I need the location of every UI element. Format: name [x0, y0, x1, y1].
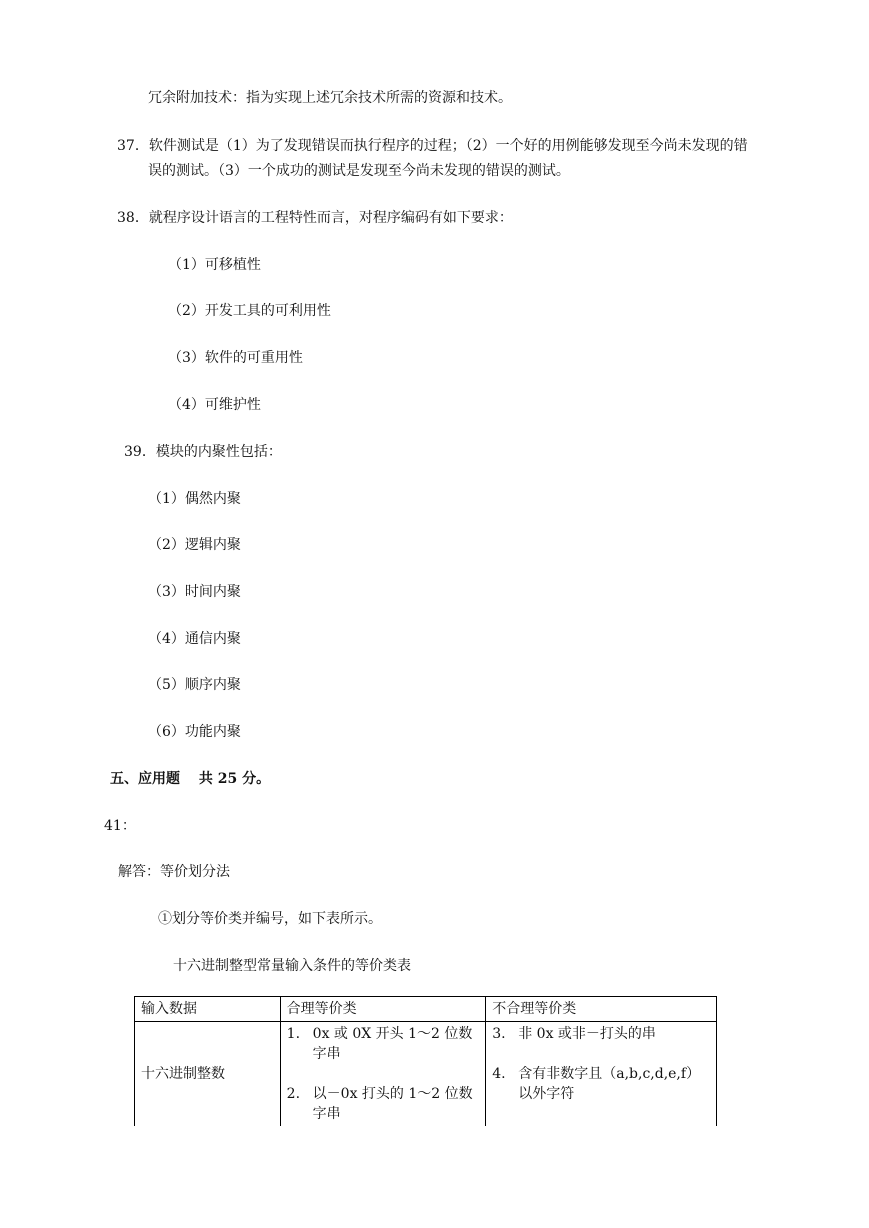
- table-caption: 十六进制整型常量输入条件的等价类表: [173, 958, 411, 974]
- q39-item-3: （3）时间内聚: [148, 584, 241, 600]
- q39-heading: 39．模块的内聚性包括：: [124, 444, 282, 460]
- row-label-hex-integer: 十六进制整数: [135, 1022, 281, 1127]
- valid-class-cell: [280, 1022, 486, 1127]
- invalid-class-cell: [486, 1022, 717, 1127]
- valid-item-1-number: 1.: [286, 1026, 301, 1042]
- q39-item-5: （5）顺序内聚: [148, 677, 241, 693]
- invalid-item-3-number: 3.: [492, 1026, 506, 1042]
- q37-line-1: 37．软件测试是（1）为了发现错误而执行程序的过程；（2）一个好的用例能够发现至今尚未发现的错: [117, 138, 748, 154]
- q39-item-4: （4）通信内聚: [148, 631, 241, 647]
- q38-heading: 38．就程序设计语言的工程特性而言，对程序编码有如下要求：: [117, 210, 513, 226]
- answer-method: 解答：等价划分法: [118, 864, 230, 880]
- invalid-item-4-text: 含有非数字且（a,b,c,d,e,f）以外字符: [518, 1066, 701, 1102]
- q41-label: 41：: [104, 818, 136, 834]
- header-valid-class: 合理等价类: [280, 997, 486, 1022]
- table-row: [135, 1022, 717, 1127]
- valid-item-2-text: 以－0x 打头的 1～2 位数字串: [312, 1086, 473, 1122]
- invalid-item-4-number: 4.: [492, 1066, 506, 1082]
- q39-item-2: （2）逻辑内聚: [148, 537, 241, 553]
- valid-item-1: [287, 1024, 480, 1064]
- q39-item-6: （6）功能内聚: [148, 724, 241, 740]
- q37-line-2: 误的测试。（3）一个成功的测试是发现至今尚未发现的错误的测试。: [148, 163, 570, 179]
- redundancy-text: 冗余附加技术：指为实现上述冗余技术所需的资源和技术。: [148, 90, 512, 106]
- valid-item-2: [287, 1084, 480, 1124]
- q38-item-1: （1）可移植性: [168, 257, 261, 273]
- q38-item-2: （2）开发工具的可利用性: [168, 303, 331, 319]
- table-header-row: [135, 997, 717, 1022]
- section-5-heading: 五、应用题 共 25 分。: [110, 771, 271, 787]
- step-1-text: ①划分等价类并编号，如下表所示。: [158, 911, 382, 927]
- header-invalid-class: 不合理等价类: [486, 997, 717, 1022]
- q38-item-3: （3）软件的可重用性: [168, 350, 303, 366]
- invalid-item-3: [492, 1024, 710, 1044]
- invalid-item-4: [492, 1064, 710, 1104]
- q39-item-1: （1）偶然内聚: [148, 491, 241, 507]
- q38-item-4: （4）可维护性: [168, 397, 261, 413]
- invalid-item-3-text: 非 0x 或非－打头的串: [518, 1026, 656, 1042]
- valid-item-2-number: 2.: [286, 1086, 301, 1102]
- equivalence-class-table: [134, 996, 717, 1126]
- header-input-data: 输入数据: [135, 997, 281, 1022]
- valid-item-1-text: 0x 或 0X 开头 1～2 位数字串: [312, 1026, 473, 1062]
